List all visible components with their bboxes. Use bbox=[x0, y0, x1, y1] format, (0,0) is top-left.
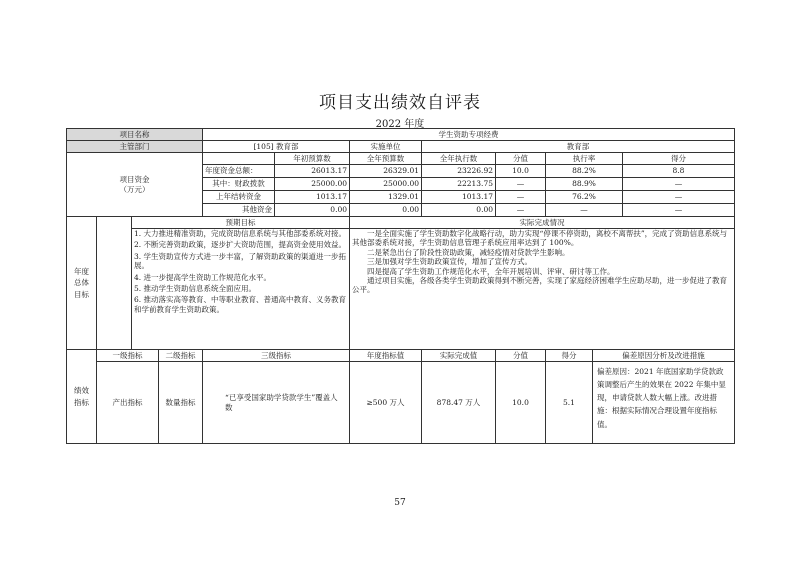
ind-level1: 产出指标 bbox=[97, 362, 159, 444]
ind-header-score-value: 分值 bbox=[496, 350, 546, 362]
evaluation-table bbox=[66, 128, 735, 444]
funds-header-budget-year: 全年预算数 bbox=[350, 153, 422, 165]
impl-unit-label: 实施单位 bbox=[350, 141, 422, 153]
ind-score-value: 10.0 bbox=[496, 362, 546, 444]
funds-row-budget-year: 0.00 bbox=[350, 204, 422, 217]
ind-header-level3: 三级指标 bbox=[203, 350, 350, 362]
year-label: 2022 年度 bbox=[375, 119, 425, 130]
indicators-label bbox=[67, 350, 97, 444]
funds-row-budget-init: 26013.17 bbox=[275, 165, 350, 178]
funds-row-exec: 1013.17 bbox=[422, 191, 496, 204]
funds-row-score-value: — bbox=[496, 191, 546, 204]
funds-row-score-value: 10.0 bbox=[496, 165, 546, 178]
funds-header-rate: 执行率 bbox=[546, 153, 623, 165]
funds-label-line2: （万元） bbox=[119, 184, 150, 194]
funds-row-name: 上年结转资金 bbox=[203, 191, 275, 204]
funds-label-line1: 项目资金 bbox=[119, 175, 150, 185]
dept-value: [105] 教育部 bbox=[203, 141, 350, 153]
indicators-label-2: 指标 bbox=[74, 397, 89, 407]
funds-row-name: 其他资金 bbox=[203, 204, 275, 217]
funds-row-name: 年度资金总额： bbox=[203, 165, 275, 178]
funds-row-exec: 23226.92 bbox=[422, 165, 496, 178]
expected-goal-item: 5. 推动学生资助信息系统全面应用。 bbox=[134, 283, 257, 293]
funds-row-name: 其中：财政拨款 bbox=[203, 178, 275, 191]
funds-row-budget-year: 25000.00 bbox=[350, 178, 422, 191]
funds-row-budget-init: 0.00 bbox=[275, 204, 350, 217]
funds-header-budget-init: 年初预算数 bbox=[275, 153, 350, 165]
indicators-label-1: 绩效 bbox=[74, 385, 89, 395]
indicator-row bbox=[67, 362, 735, 444]
ind-actual: 878.47 万人 bbox=[422, 362, 496, 444]
funds-label bbox=[67, 153, 203, 217]
actual-completion-item: 三是加强对学生资助政策宣传，增加了宣传方式。 bbox=[367, 257, 532, 267]
ind-score: 5.1 bbox=[546, 362, 593, 444]
actual-completion-item: 二是紧急出台了阶段性资助政策，减轻疫情对贷款学生影响。 bbox=[367, 247, 570, 257]
funds-row-rate: 76.2% bbox=[546, 191, 623, 204]
funds-header-score-value: 分值 bbox=[496, 153, 546, 165]
project-name-label: 项目名称 bbox=[67, 129, 203, 141]
page-number: 57 bbox=[394, 498, 406, 508]
expected-goal-item: 4. 进一步提高学生资助工作规范化水平。 bbox=[134, 272, 272, 282]
project-name-value: 学生资助专项经费 bbox=[203, 129, 735, 141]
ind-header-target: 年度指标值 bbox=[350, 350, 422, 362]
expected-goal-item: 3. 学生资助宣传方式进一步丰富，了解资助政策的渠道进一步拓展。 bbox=[134, 251, 347, 271]
ind-header-analysis: 偏差原因分析及改进措施 bbox=[593, 350, 735, 362]
funds-row-exec: 22213.75 bbox=[422, 178, 496, 191]
goals-label-1: 年度 bbox=[74, 267, 89, 277]
ind-header-level1: 一级指标 bbox=[97, 350, 159, 362]
funds-row-score-value: — bbox=[496, 178, 546, 191]
funds-row-score: — bbox=[623, 204, 735, 217]
funds-row-budget-init: 1013.17 bbox=[275, 191, 350, 204]
funds-row-rate: 88.9% bbox=[546, 178, 623, 191]
actual-completion-item: 通过项目实施，各级各类学生资助政策得到不断完善，实现了家庭经济困难学生应助尽助，进一步促进了教育公平。 bbox=[352, 275, 727, 295]
funds-header-exec: 全年执行数 bbox=[422, 153, 496, 165]
ind-header-level2: 二级指标 bbox=[159, 350, 203, 362]
actual-completion-header: 实际完成情况 bbox=[350, 217, 735, 229]
goals-spacer bbox=[97, 217, 132, 350]
expected-goals-list bbox=[132, 229, 350, 350]
funds-row-budget-init: 25000.00 bbox=[275, 178, 350, 191]
page-title: 项目支出绩效自评表 bbox=[319, 93, 481, 113]
funds-row-score: 8.8 bbox=[623, 165, 735, 178]
expected-goals-header: 预期目标 bbox=[132, 217, 350, 229]
funds-row-exec: 0.00 bbox=[422, 204, 496, 217]
actual-completion-item: 一是全面实施了学生资助数字化战略行动，助力实现“停课不停资助，离校不离帮扶”，完成了资助信息系统与其他部委系统对接，学生资助信息管理子系统应用率达到了 100%。 bbox=[352, 229, 728, 248]
funds-row-budget-year: 1329.01 bbox=[350, 191, 422, 204]
dept-label: 主管部门 bbox=[67, 141, 203, 153]
funds-header-score: 得分 bbox=[623, 153, 735, 165]
funds-row-budget-year: 26329.01 bbox=[350, 165, 422, 178]
actual-completion-item: 四是提高了学生资助工作规范化水平，全年开展培训、评审、研讨等工作。 bbox=[367, 266, 615, 276]
ind-header-score: 得分 bbox=[546, 350, 593, 362]
goals-label-2: 总体 bbox=[74, 278, 89, 288]
goals-label bbox=[67, 217, 97, 350]
funds-row-score: — bbox=[623, 178, 735, 191]
ind-analysis: 偏差原因：2021 年底国家助学贷款政策调整后产生的效果在 2022 年集中显现，申请贷款人数大幅上涨。改进措施：根据实际情况合理设置年度指标值。 bbox=[593, 362, 735, 444]
funds-row-score-value: — bbox=[496, 204, 546, 217]
ind-header-actual: 实际完成值 bbox=[422, 350, 496, 362]
expected-goal-item: 6. 推动落实高等教育、中等职业教育、普通高中教育、义务教育和学前教育学生资助政策。 bbox=[134, 295, 347, 314]
funds-header-blank bbox=[203, 153, 275, 165]
ind-target: ≥500 万人 bbox=[350, 362, 422, 444]
funds-row-score: — bbox=[623, 191, 735, 204]
ind-level2: 数量指标 bbox=[159, 362, 203, 444]
actual-completion-text bbox=[350, 229, 735, 350]
expected-goal-item: 2. 不断完善资助政策，逐步扩大资助范围，提高资金使用效益。 bbox=[134, 240, 347, 250]
goals-label-3: 目标 bbox=[74, 289, 89, 299]
expected-goal-item: 1. 大力推进精准资助，完成资助信息系统与其他部委系统对接。 bbox=[134, 229, 347, 238]
impl-unit-value: 教育部 bbox=[422, 141, 735, 153]
funds-row-rate: — bbox=[546, 204, 623, 217]
funds-row-rate: 88.2% bbox=[546, 165, 623, 178]
ind-level3: “已享受国家助学贷款学生”覆盖人数 bbox=[203, 362, 350, 444]
